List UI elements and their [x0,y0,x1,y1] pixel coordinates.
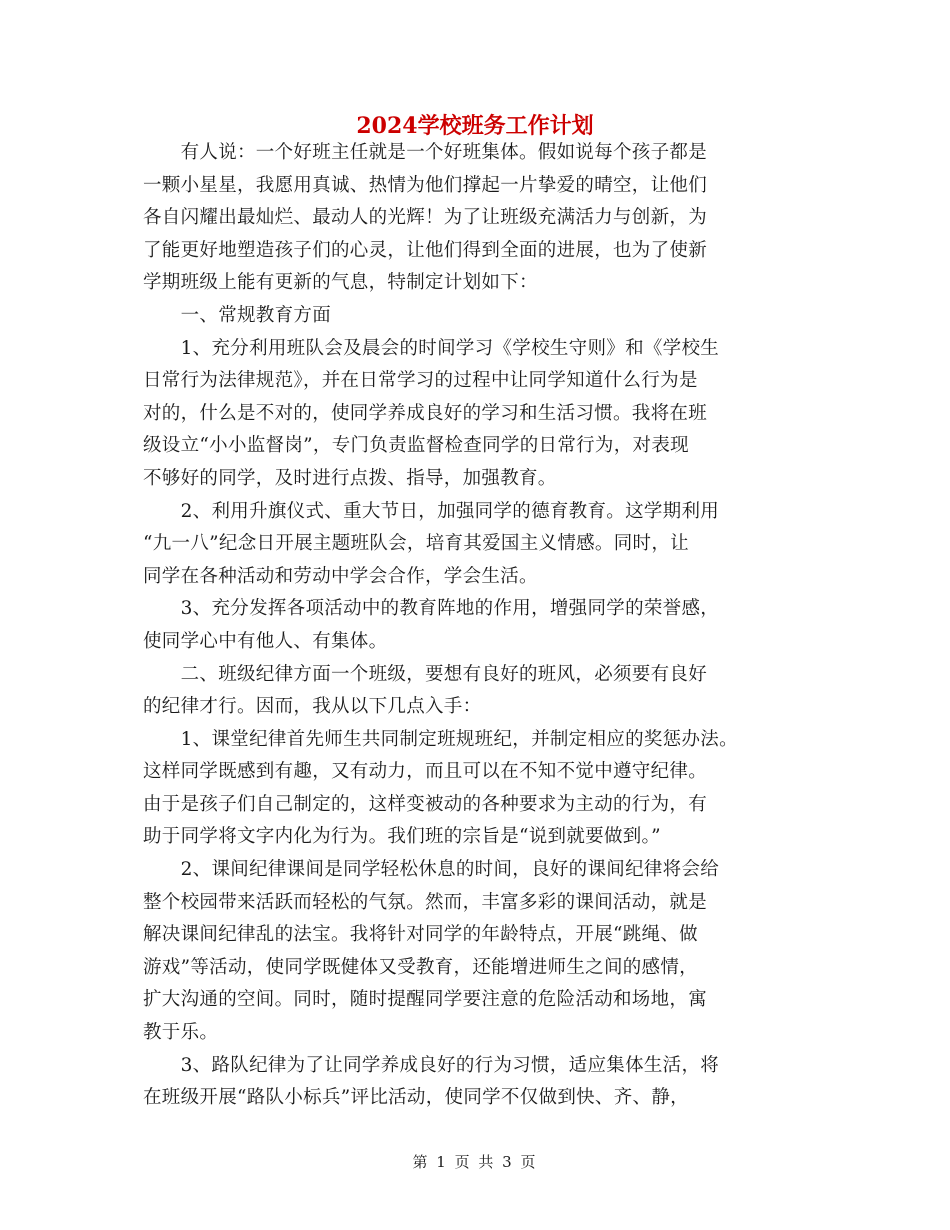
text-line: 对的，什么是不对的，使同学养成良好的学习和生活习惯。我将在班 [143,402,708,424]
text-line: 级设立“小小监督岗”，专门负责监督检查同学的日常行为，对表现 [143,435,689,457]
text-line: 一、常规教育方面 [143,304,332,326]
text-line: 日常行为法律规范》，并在日常学习的过程中让同学知道什么行为是 [143,370,698,392]
text-line: 这样同学既感到有趣，又有动力，而且可以在不知不觉中遵守纪律。 [143,761,708,783]
text-line: 3、路队纪律为了让同学养成良好的行为习惯，适应集体生活，将 [143,1054,720,1076]
text-line: 了能更好地塑造孩子们的心灵，让他们得到全面的进展，也为了使新 [143,239,708,261]
page-footer: 第 1 页 共 3 页 [412,1153,538,1171]
text-line: 扩大沟通的空间。同时，随时提醒同学要注意的危险活动和场地，寓 [143,989,708,1011]
text-line: 整个校园带来活跃而轻松的气氛。然而，丰富多彩的课间活动，就是 [143,891,708,913]
text-line: 二、班级纪律方面一个班级，要想有良好的班风，必须要有良好 [143,663,708,685]
text-line: 1、课堂纪律首先师生共同制定班规班纪，并制定相应的奖惩办法。 [143,728,738,750]
text-line: 同学在各种活动和劳动中学会合作，学会生活。 [143,565,538,587]
text-line: 1、充分利用班队会及晨会的时间学习《学校生守则》和《学校生 [143,337,720,359]
text-line: 解决课间纪律乱的法宝。我将针对同学的年龄特点，开展“跳绳、做 [143,924,698,946]
text-line: 游戏”等活动，使同学既健体又受教育，还能增进师生之间的感情， [143,956,698,978]
text-line: 教于乐。 [143,1022,219,1044]
text-line: 助于同学将文字内化为行为。我们班的宗旨是“说到就要做到。” [143,826,661,848]
text-line: 2、利用升旗仪式、重大节日，加强同学的德育教育。这学期利用 [143,500,720,522]
text-line: 一颗小星星，我愿用真诚、热情为他们撑起一片挚爱的晴空，让他们 [143,174,708,196]
text-line: 各自闪耀出最灿烂、最动人的光辉！为了让班级充满活力与创新，为 [143,207,708,229]
text-line: 有人说：一个好班主任就是一个好班集体。假如说每个孩子都是 [143,142,708,163]
text-line: 在班级开展“路队小标兵”评比活动，使同学不仅做到快、齐、静， [143,1087,689,1109]
text-line: 2、课间纪律课间是同学轻松休息的时间，良好的课间纪律将会给 [143,859,720,881]
document-title: 2024学校班务工作计划 [356,113,594,139]
text-line: 使同学心中有他人、有集体。 [143,630,388,652]
text-line: 不够好的同学，及时进行点拨、指导，加强教育。 [143,467,557,489]
text-line: 3、充分发挥各项活动中的教育阵地的作用，增强同学的荣誉感， [143,598,720,620]
text-line: 学期班级上能有更新的气息，特制定计划如下： [143,272,538,294]
text-line: 的纪律才行。因而，我从以下几点入手： [143,696,482,718]
text-line: “九一八”纪念日开展主题班队会，培育其爱国主义情感。同时，让 [143,533,689,555]
document-body [143,137,823,1115]
text-line: 由于是孩子们自己制定的，这样变被动的各种要求为主动的行为，有 [143,793,708,815]
